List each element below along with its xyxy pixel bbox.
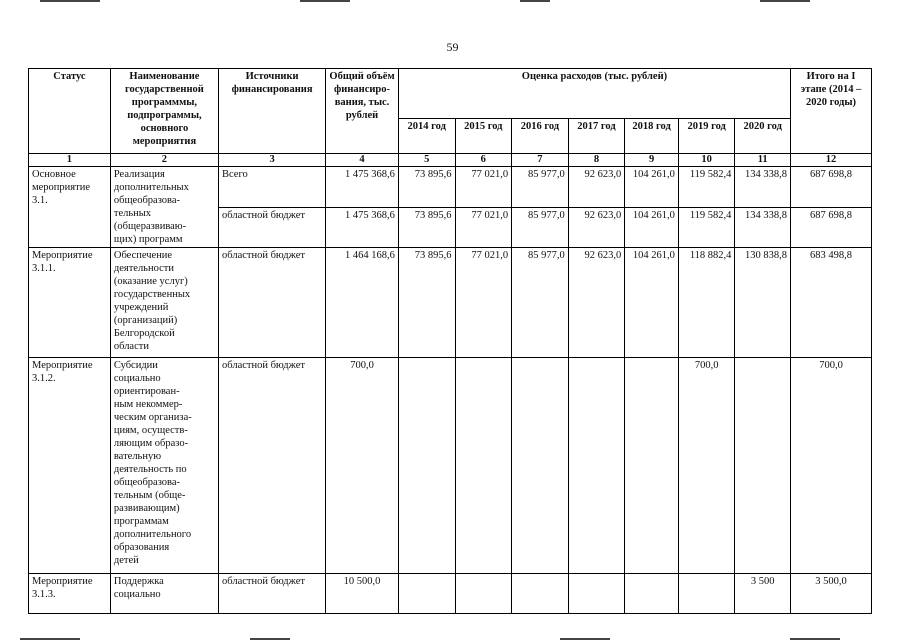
cell-2018 xyxy=(625,358,679,574)
cell-2018 xyxy=(625,574,679,614)
table-row xyxy=(29,574,872,614)
cell-total: 700,0 xyxy=(326,358,399,574)
row-source: областной бюджет xyxy=(219,248,326,358)
cell-2019 xyxy=(678,574,735,614)
cell-2014 xyxy=(398,358,455,574)
column-number: 3 xyxy=(219,154,326,167)
cell-2019: 118 882,4 xyxy=(678,248,735,358)
header-year: 2018 год xyxy=(625,119,679,154)
header-year: 2020 год xyxy=(735,119,791,154)
cell-2015 xyxy=(455,358,512,574)
cell-2014 xyxy=(398,574,455,614)
header-total: Общий объём финансиро-вания, тыс. рублей xyxy=(326,69,399,154)
column-number: 12 xyxy=(791,154,872,167)
header-year: 2015 год xyxy=(455,119,512,154)
row-source: Всего xyxy=(219,167,326,208)
row-name: Реализация дополнительных общеобразова- тельных (общеразвиваю- щих) программ xyxy=(110,167,218,248)
header-year: 2019 год xyxy=(678,119,735,154)
cell-stage-total: 700,0 xyxy=(791,358,872,574)
cell-2018: 104 261,0 xyxy=(625,167,679,208)
cell-total: 1 464 168,6 xyxy=(326,248,399,358)
row-source: областной бюджет xyxy=(219,208,326,248)
cell-2014: 73 895,6 xyxy=(398,208,455,248)
table-row xyxy=(29,248,872,358)
row-status: Мероприятие 3.1.2. xyxy=(29,358,111,574)
column-number: 6 xyxy=(455,154,512,167)
column-number: 10 xyxy=(678,154,735,167)
column-number: 4 xyxy=(326,154,399,167)
column-number: 5 xyxy=(398,154,455,167)
row-status: Мероприятие 3.1.1. xyxy=(29,248,111,358)
cell-2017 xyxy=(568,358,625,574)
cell-2015 xyxy=(455,574,512,614)
budget-table xyxy=(28,68,872,614)
cell-2020: 134 338,8 xyxy=(735,208,791,248)
cell-2020: 130 838,8 xyxy=(735,248,791,358)
cell-stage-total: 687 698,8 xyxy=(791,167,872,208)
header-year: 2016 год xyxy=(512,119,569,154)
cell-2019: 119 582,4 xyxy=(678,167,735,208)
column-number: 8 xyxy=(568,154,625,167)
cell-2019: 119 582,4 xyxy=(678,208,735,248)
row-name: Субсидии социально ориентирован- ным некоммер- ческим организа- циям, осуществ- ляющим образо- вательную деятельность по общеобразова- тельным (обще- развивающим) программам дополнительного образования детей xyxy=(110,358,218,574)
column-number: 7 xyxy=(512,154,569,167)
cell-2016 xyxy=(512,574,569,614)
column-number: 9 xyxy=(625,154,679,167)
cell-stage-total: 687 698,8 xyxy=(791,208,872,248)
row-status: Основное мероприятие 3.1. xyxy=(29,167,111,248)
header-estimate: Оценка расходов (тыс. рублей) xyxy=(398,69,790,119)
header-stage-total: Итого на I этапе (2014 – 2020 годы) xyxy=(791,69,872,154)
cell-2017: 92 623,0 xyxy=(568,248,625,358)
cell-2017: 92 623,0 xyxy=(568,167,625,208)
cell-2014: 73 895,6 xyxy=(398,248,455,358)
row-name: Поддержка социально xyxy=(110,574,218,614)
header-year: 2014 год xyxy=(398,119,455,154)
cell-2020: 3 500 xyxy=(735,574,791,614)
row-name: Обеспечение деятельности (оказание услуг) государственных учреждений (организаций) Белгородской области xyxy=(110,248,218,358)
column-number: 2 xyxy=(110,154,218,167)
header-status: Статус xyxy=(29,69,111,154)
cell-2016: 85 977,0 xyxy=(512,167,569,208)
cell-2015: 77 021,0 xyxy=(455,248,512,358)
cell-stage-total: 3 500,0 xyxy=(791,574,872,614)
cell-stage-total: 683 498,8 xyxy=(791,248,872,358)
page-number: 59 xyxy=(446,40,459,54)
header-year: 2017 год xyxy=(568,119,625,154)
cell-2018: 104 261,0 xyxy=(625,248,679,358)
cell-2014: 73 895,6 xyxy=(398,167,455,208)
table-row xyxy=(29,167,872,208)
row-source: областной бюджет xyxy=(219,358,326,574)
cell-total: 10 500,0 xyxy=(326,574,399,614)
cell-2016 xyxy=(512,358,569,574)
cell-2015: 77 021,0 xyxy=(455,167,512,208)
cell-2016: 85 977,0 xyxy=(512,208,569,248)
header-name: Наименование государственной программмы, подпрограммы, основного мероприятия xyxy=(110,69,218,154)
table-row xyxy=(29,358,872,574)
cell-2017 xyxy=(568,574,625,614)
column-number: 11 xyxy=(735,154,791,167)
cell-2018: 104 261,0 xyxy=(625,208,679,248)
cell-total: 1 475 368,6 xyxy=(326,208,399,248)
cell-2020 xyxy=(735,358,791,574)
cell-2017: 92 623,0 xyxy=(568,208,625,248)
cell-2016: 85 977,0 xyxy=(512,248,569,358)
header-sources: Источники финансирования xyxy=(219,69,326,154)
column-number: 1 xyxy=(29,154,111,167)
cell-2019: 700,0 xyxy=(678,358,735,574)
row-source: областной бюджет xyxy=(219,574,326,614)
row-status: Мероприятие 3.1.3. xyxy=(29,574,111,614)
cell-total: 1 475 368,6 xyxy=(326,167,399,208)
cell-2015: 77 021,0 xyxy=(455,208,512,248)
cell-2020: 134 338,8 xyxy=(735,167,791,208)
column-number-row xyxy=(29,154,872,167)
